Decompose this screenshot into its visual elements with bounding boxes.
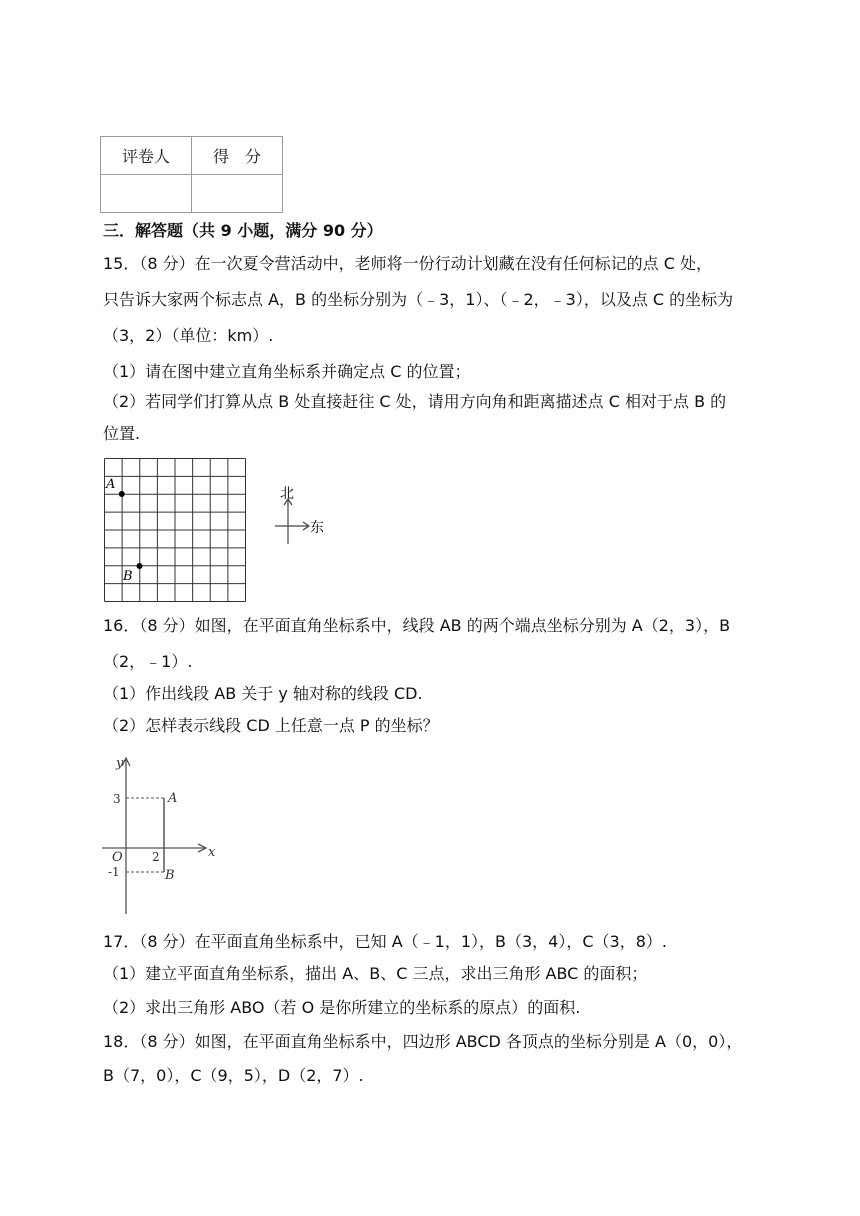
score-header: 得 分 <box>192 137 283 175</box>
q16-sub1: （1）作出线段 AB 关于 y 轴对称的线段 CD. <box>103 684 423 703</box>
q16-line2: （2，﹣1）. <box>103 652 193 671</box>
q15-sub1: （1）请在图中建立直角坐标系并确定点 C 的位置； <box>103 362 471 381</box>
q15-grid-figure <box>104 458 246 602</box>
q16-sub2: （2）怎样表示线段 CD 上任意一点 P 的坐标？ <box>103 716 439 735</box>
q18-line2: B（7，0），C（9，5），D（2，7）. <box>103 1066 364 1085</box>
north-label: 北 <box>280 486 294 502</box>
y-axis-label: y <box>116 756 124 771</box>
point-b-dot <box>137 563 143 569</box>
reviewer-cell[interactable] <box>101 175 192 213</box>
score-table <box>100 136 283 213</box>
q15-line2: 只告诉大家两个标志点 A，B 的坐标分别为（﹣3，1）、（﹣2，﹣3），以及点 C 的坐标为 <box>103 290 734 309</box>
q16-line1: 16．（8 分）如图，在平面直角坐标系中，线段 AB 的两个端点坐标分别为 A（2，3），B <box>103 616 731 635</box>
point-a-label: A <box>106 477 116 492</box>
q15-line3: （3，2）（单位：km）. <box>103 326 274 345</box>
section-title: 三．解答题（共 9 小题，满分 90 分） <box>103 221 383 240</box>
score-cell[interactable] <box>192 175 283 213</box>
east-label: 东 <box>310 520 324 536</box>
origin-label: O <box>112 850 123 865</box>
q15-line1: 15．（8 分）在一次夏令营活动中，老师将一份行动计划藏在没有任何标记的点 C 处， <box>103 254 712 273</box>
point-b-label: B <box>123 569 133 584</box>
point-a-label: A <box>168 791 178 806</box>
q15-sub2-line2: 位置. <box>103 424 141 443</box>
tick-3-label: 3 <box>113 792 121 806</box>
q15-sub2-line1: （2）若同学们打算从点 B 处直接赶往 C 处，请用方向角和距离描述点 C 相对于点 B 的 <box>103 392 727 411</box>
reviewer-header: 评卷人 <box>101 137 192 175</box>
q17-line1: 17．（8 分）在平面直角坐标系中，已知 A（﹣1，1），B（3，4），C（3，8）. <box>103 932 667 951</box>
q18-line1: 18．（8 分）如图，在平面直角坐标系中，四边形 ABCD 各顶点的坐标分别是 A（0，0）， <box>103 1032 743 1051</box>
tick-neg1-label: -1 <box>108 865 120 879</box>
q17-sub2: （2）求出三角形 ABO（若 O 是你所建立的坐标系的原点）的面积. <box>103 998 581 1017</box>
q17-sub1: （1）建立平面直角坐标系，描出 A、B、C 三点，求出三角形 ABC 的面积； <box>103 964 648 983</box>
tick-2-label: 2 <box>152 850 160 864</box>
point-a-dot <box>119 491 125 497</box>
x-axis-label: x <box>208 845 216 860</box>
q16-coordinate-figure <box>102 752 224 916</box>
point-b-label: B <box>165 868 175 883</box>
compass-figure <box>274 484 334 546</box>
